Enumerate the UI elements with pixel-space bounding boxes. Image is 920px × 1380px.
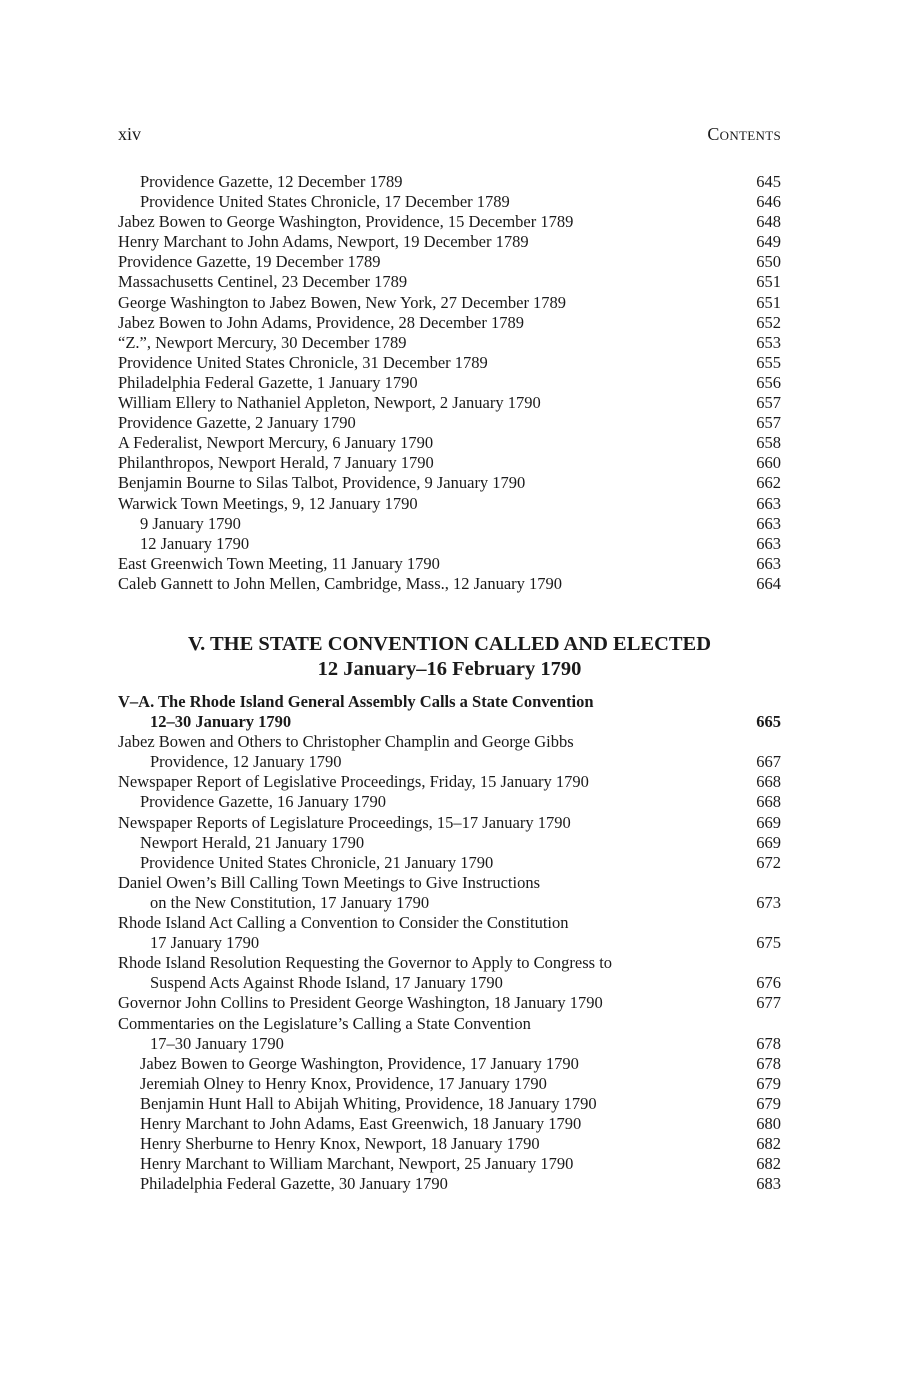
toc-entry-page: 646 [756, 192, 781, 212]
toc-entry [118, 494, 781, 514]
toc-entry-page: 682 [756, 1154, 781, 1174]
page-header [118, 124, 781, 148]
toc-entry-page: 662 [756, 473, 781, 493]
toc-entry-title: East Greenwich Town Meeting, 11 January 1790 [118, 553, 440, 573]
toc-entry-page: 645 [756, 172, 781, 191]
toc-entry [118, 453, 781, 473]
running-head: Contents [707, 124, 781, 144]
toc-entry [118, 873, 781, 893]
toc-entry-title: Daniel Owen’s Bill Calling Town Meetings to Give Instructions [118, 872, 540, 892]
toc-entry-title: Newspaper Reports of Legislature Proceedings, 15–17 January 1790 [118, 812, 571, 832]
toc-entry-page: 669 [756, 812, 781, 832]
toc-entry-title: Newspaper Report of Legislative Proceedings, Friday, 15 January 1790 [118, 772, 589, 792]
toc-entry-title: 17–30 January 1790 [150, 1033, 284, 1053]
toc-entry-page: 677 [756, 993, 781, 1013]
toc-entry [118, 1174, 781, 1194]
toc-entry-title: Jabez Bowen to George Washington, Providence, 15 December 1789 [118, 212, 574, 232]
toc-entry [118, 853, 781, 873]
toc-entry [118, 813, 781, 833]
toc-entry-title: Massachusetts Centinel, 23 December 1789 [118, 272, 408, 292]
toc-entry [118, 272, 781, 292]
toc-entry-title: V–A. The Rhode Island General Assembly Calls a State Convention [118, 692, 594, 711]
toc-entry-page: 664 [756, 573, 781, 593]
toc-entry-title: Jabez Bowen to John Adams, Providence, 28 December 1789 [118, 312, 524, 332]
toc-entry [118, 893, 781, 913]
toc-entry-page: 665 [756, 712, 781, 732]
toc-entry-page: 653 [756, 332, 781, 352]
contents-list-part2 [118, 692, 781, 1194]
toc-entry-title: Suspend Acts Against Rhode Island, 17 January 1790 [150, 973, 503, 993]
toc-entry-page: 673 [756, 892, 781, 912]
toc-entry-page: 655 [756, 352, 781, 372]
toc-entry-title: Jabez Bowen to George Washington, Providence, 17 January 1790 [140, 1053, 579, 1073]
toc-entry-page: 651 [756, 272, 781, 292]
toc-entry-page: 657 [756, 413, 781, 433]
toc-entry [118, 293, 781, 313]
toc-entry [118, 393, 781, 413]
toc-entry-page: 676 [756, 973, 781, 993]
toc-entry [118, 833, 781, 853]
section-heading [118, 632, 781, 682]
toc-entry-title: George Washington to Jabez Bowen, New York, 27 December 1789 [118, 292, 567, 312]
contents-list-part1 [118, 172, 781, 594]
toc-entry-page: 651 [756, 292, 781, 312]
toc-entry [118, 192, 781, 212]
toc-entry [118, 554, 781, 574]
toc-entry-page: 668 [756, 792, 781, 812]
toc-entry-page: 678 [756, 1033, 781, 1053]
toc-entry-title: Providence United States Chronicle, 31 December 1789 [118, 352, 488, 372]
toc-entry-title: Newport Herald, 21 January 1790 [140, 832, 365, 852]
toc-entry [118, 212, 781, 232]
toc-entry [118, 574, 781, 594]
toc-entry-page: 678 [756, 1053, 781, 1073]
toc-entry-title: Providence Gazette, 19 December 1789 [118, 252, 381, 272]
toc-entry [118, 752, 781, 772]
toc-entry-title: Benjamin Hunt Hall to Abijah Whiting, Providence, 18 January 1790 [140, 1093, 597, 1113]
toc-entry [118, 413, 781, 433]
toc-entry [118, 1134, 781, 1154]
toc-entry-title: Providence United States Chronicle, 21 January 1790 [140, 852, 494, 872]
toc-entry-title: Providence Gazette, 2 January 1790 [118, 413, 356, 433]
toc-entry-page: 658 [756, 433, 781, 453]
toc-entry [118, 1014, 781, 1034]
toc-entry-title: Providence United States Chronicle, 17 December 1789 [140, 192, 510, 212]
toc-entry-page: 668 [756, 772, 781, 792]
toc-entry [118, 953, 781, 973]
toc-entry [118, 1054, 781, 1074]
toc-entry-page: 652 [756, 312, 781, 332]
toc-entry-title: Philadelphia Federal Gazette, 1 January 1790 [118, 372, 418, 392]
toc-entry [118, 1094, 781, 1114]
toc-entry-page: 650 [756, 252, 781, 272]
toc-entry [118, 1074, 781, 1094]
toc-entry [118, 333, 781, 353]
toc-entry [118, 792, 781, 812]
toc-entry [118, 373, 781, 393]
toc-entry [118, 1114, 781, 1134]
toc-entry [118, 772, 781, 792]
toc-entry-title: Henry Sherburne to Henry Knox, Newport, 18 January 1790 [140, 1134, 540, 1154]
section-dates: 12 January–16 February 1790 [317, 658, 582, 680]
toc-entry [118, 433, 781, 453]
toc-entry-title: Caleb Gannett to John Mellen, Cambridge, Mass., 12 January 1790 [118, 573, 563, 593]
toc-entry [118, 933, 781, 953]
toc-entry-page: 683 [756, 1174, 781, 1194]
toc-entry-title: Henry Marchant to John Adams, Newport, 19 December 1789 [118, 232, 529, 252]
toc-entry-title: on the New Constitution, 17 January 1790 [150, 892, 430, 912]
toc-entry-page: 656 [756, 372, 781, 392]
toc-entry-title: Philanthropos, Newport Herald, 7 January 1790 [118, 453, 434, 473]
toc-entry-page: 663 [756, 493, 781, 513]
toc-entry-page: 672 [756, 852, 781, 872]
toc-entry [118, 1154, 781, 1174]
toc-entry-title: Governor John Collins to President George Washington, 18 January 1790 [118, 993, 603, 1013]
toc-entry-page: 657 [756, 393, 781, 413]
toc-entry-page: 679 [756, 1073, 781, 1093]
toc-entry-page: 663 [756, 533, 781, 553]
toc-entry [118, 692, 781, 712]
toc-entry [118, 232, 781, 252]
toc-entry-title: Rhode Island Resolution Requesting the Governor to Apply to Congress to [118, 953, 613, 973]
toc-entry-title: A Federalist, Newport Mercury, 6 January 1790 [118, 433, 434, 453]
toc-entry-title: Philadelphia Federal Gazette, 30 January 1790 [140, 1174, 448, 1194]
toc-entry-page: 680 [756, 1113, 781, 1133]
toc-entry-title: Benjamin Bourne to Silas Talbot, Providence, 9 January 1790 [118, 473, 526, 493]
toc-entry [118, 1034, 781, 1054]
toc-entry [118, 732, 781, 752]
toc-entry [118, 252, 781, 272]
toc-entry-title: Henry Marchant to John Adams, East Greenwich, 18 January 1790 [140, 1113, 582, 1133]
toc-entry [118, 913, 781, 933]
toc-entry-title: Providence Gazette, 16 January 1790 [140, 792, 387, 812]
toc-entry [118, 514, 781, 534]
toc-entry-title: Providence, 12 January 1790 [150, 752, 342, 772]
toc-entry-title: Jeremiah Olney to Henry Knox, Providence, 17 January 1790 [140, 1073, 547, 1093]
toc-entry-title: 12–30 January 1790 [150, 712, 292, 732]
toc-entry-title: 17 January 1790 [150, 933, 260, 953]
toc-entry-page: 648 [756, 212, 781, 232]
page-number: xiv [118, 124, 142, 144]
toc-entry-title: 9 January 1790 [140, 513, 241, 533]
toc-entry-page: 675 [756, 933, 781, 953]
toc-entry-page: 682 [756, 1134, 781, 1154]
toc-entry [118, 534, 781, 554]
toc-entry-title: William Ellery to Nathaniel Appleton, Newport, 2 January 1790 [118, 393, 541, 413]
toc-entry-title: “Z.”, Newport Mercury, 30 December 1789 [118, 332, 407, 352]
toc-entry-page: 669 [756, 832, 781, 852]
toc-entry-title: Providence Gazette, 12 December 1789 [140, 172, 403, 191]
toc-entry-title: Commentaries on the Legislature’s Calling a State Convention [118, 1013, 531, 1033]
toc-entry-page: 649 [756, 232, 781, 252]
toc-entry-page: 667 [756, 752, 781, 772]
toc-entry [118, 313, 781, 333]
toc-entry [118, 993, 781, 1013]
toc-entry [118, 353, 781, 373]
toc-entry [118, 712, 781, 732]
toc-entry-page: 679 [756, 1093, 781, 1113]
toc-entry [118, 172, 781, 192]
toc-entry-title: 12 January 1790 [140, 533, 250, 553]
toc-entry-page: 660 [756, 453, 781, 473]
toc-entry-title: Rhode Island Act Calling a Convention to Consider the Constitution [118, 913, 569, 933]
toc-entry-title: Henry Marchant to William Marchant, Newport, 25 January 1790 [140, 1154, 574, 1174]
toc-entry-title: Jabez Bowen and Others to Christopher Champlin and George Gibbs [118, 732, 574, 752]
toc-entry-title: Warwick Town Meetings, 9, 12 January 1790 [118, 493, 418, 513]
section-title: V. THE STATE CONVENTION CALLED AND ELECTED [187, 633, 712, 655]
toc-entry-page: 663 [756, 513, 781, 533]
toc-entry [118, 973, 781, 993]
toc-entry-page: 663 [756, 553, 781, 573]
toc-entry [118, 473, 781, 493]
